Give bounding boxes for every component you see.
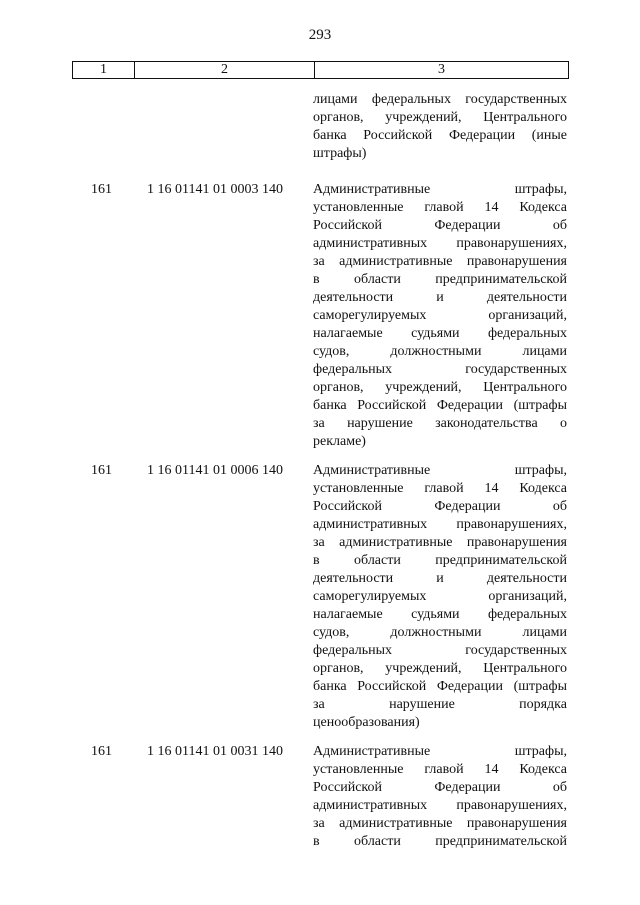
text-line: Административные штрафы,: [313, 463, 567, 478]
text-line: органов, учреждений, Центрального: [313, 380, 567, 395]
text-line: установленные главой 14 Кодекса: [313, 481, 567, 496]
text-line: Административные штрафы,: [313, 744, 567, 759]
text-line: банка Российской Федерации (иные: [313, 128, 567, 143]
text-line: в области предпринимательской: [313, 272, 567, 287]
row-description: [313, 181, 567, 451]
text-line: федеральных государственных: [313, 362, 567, 377]
text-line: в области предпринимательской: [313, 553, 567, 568]
column-header-2: 2: [135, 62, 315, 79]
row-description: [313, 462, 567, 732]
budget-code: 1 16 01141 01 0031 140: [147, 744, 283, 759]
text-line: штрафы): [313, 146, 367, 161]
text-line: за административные правонарушения: [313, 816, 567, 831]
continuation-text: [313, 91, 567, 163]
row-number: 161: [91, 182, 112, 197]
column-header-table: [72, 61, 569, 79]
page-number: 293: [308, 27, 332, 43]
text-line: саморегулируемых организаций,: [313, 308, 567, 323]
text-line: налагаемые судьями федеральных: [313, 607, 567, 622]
budget-code: 1 16 01141 01 0003 140: [147, 182, 283, 197]
text-line: Административные штрафы,: [313, 182, 567, 197]
row-description: [313, 743, 567, 851]
text-line: в области предпринимательской: [313, 834, 567, 849]
column-header-1: 1: [73, 62, 135, 79]
text-line: за нарушение законодательства о: [313, 416, 567, 431]
row-number: 161: [91, 744, 112, 759]
text-line: рекламе): [313, 434, 366, 449]
text-line: банка Российской Федерации (штрафы: [313, 679, 567, 694]
text-line: саморегулируемых организаций,: [313, 589, 567, 604]
row-number: 161: [91, 463, 112, 478]
text-line: Российской Федерации об: [313, 499, 567, 514]
text-line: банка Российской Федерации (штрафы: [313, 398, 567, 413]
column-header-3: 3: [315, 62, 569, 79]
text-line: федеральных государственных: [313, 643, 567, 658]
text-line: деятельности и деятельности: [313, 571, 567, 586]
budget-code: 1 16 01141 01 0006 140: [147, 463, 283, 478]
text-line: административных правонарушениях,: [313, 517, 567, 532]
text-line: за нарушение порядка: [313, 697, 567, 712]
text-line: судов, должностными лицами: [313, 625, 567, 640]
text-line: деятельности и деятельности: [313, 290, 567, 305]
text-line: органов, учреждений, Центрального: [313, 661, 567, 676]
text-line: ценообразования): [313, 715, 420, 730]
text-line: административных правонарушениях,: [313, 236, 567, 251]
text-line: налагаемые судьями федеральных: [313, 326, 567, 341]
text-line: органов, учреждений, Центрального: [313, 110, 567, 125]
text-line: Российской Федерации об: [313, 780, 567, 795]
text-line: лицами федеральных государственных: [313, 92, 567, 107]
text-line: административных правонарушениях,: [313, 798, 567, 813]
text-line: установленные главой 14 Кодекса: [313, 200, 567, 215]
text-line: за административные правонарушения: [313, 254, 567, 269]
text-line: за административные правонарушения: [313, 535, 567, 550]
text-line: установленные главой 14 Кодекса: [313, 762, 567, 777]
text-line: судов, должностными лицами: [313, 344, 567, 359]
text-line: Российской Федерации об: [313, 218, 567, 233]
